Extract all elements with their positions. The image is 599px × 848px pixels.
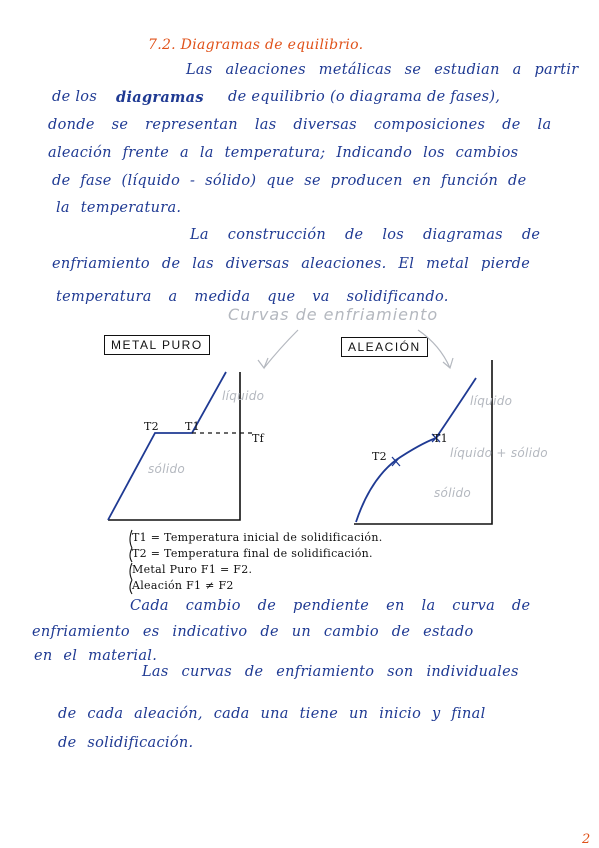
p1-line-2b: de equilibrio (o diagrama de fases), xyxy=(228,89,501,105)
right-region-mix: líquido + sólido xyxy=(450,446,548,460)
aleacion-box: ALEACIÓN xyxy=(341,337,428,357)
pencil-heading: Curvas de enfriamiento xyxy=(228,305,439,324)
left-label-t2: T2 xyxy=(144,420,159,433)
legend-aleacion: Aleación F1 ≠ F2 xyxy=(132,579,234,592)
p1-line-6: la temperatura. xyxy=(56,200,182,216)
p1-line-2-emphasis: diagramas xyxy=(116,89,204,106)
p4-line-1: Las curvas de enfriamiento son individuales xyxy=(142,664,519,680)
p1-line-3: donde se representan las diversas composiciones de la xyxy=(48,117,552,133)
page-number: 2 xyxy=(582,832,591,847)
legend-bracket-2 xyxy=(130,563,132,594)
right-region-liquid: líquido xyxy=(470,394,513,408)
p2-line-2: enfriamiento de las diversas aleaciones. El metal pierde xyxy=(52,256,531,272)
p3-line-2: enfriamiento es indicativo de un cambio de estado xyxy=(32,624,474,640)
right-label-t2: T2 xyxy=(372,450,387,463)
right-label-t1: T1 xyxy=(433,432,448,445)
left-label-t1: T1 xyxy=(185,420,200,433)
legend-t2: T2 = Temperatura final de solidificación. xyxy=(132,547,373,560)
section-title: 7.2. Diagramas de equilibrio. xyxy=(148,37,364,53)
p4-line-2: de cada aleación, cada una tiene un inicio y final xyxy=(58,706,486,722)
legend-metal-puro: Metal Puro F1 = F2. xyxy=(132,563,253,576)
p2-line-1: La construcción de los diagramas de xyxy=(190,227,541,243)
p3-line-1: Cada cambio de pendiente en la curva de xyxy=(130,598,531,614)
left-region-liquid: líquido xyxy=(222,389,265,403)
legend-t1: T1 = Temperatura inicial de solidificación. xyxy=(132,531,383,544)
p2-line-3: temperatura a medida que va solidificando. xyxy=(56,289,449,305)
p3-line-3: en el material. xyxy=(34,648,158,664)
p4-line-3: de solidificación. xyxy=(58,735,194,751)
left-region-solid: sólido xyxy=(148,462,186,476)
p1-line-2a: de los xyxy=(52,89,98,105)
left-label-tf: Tf xyxy=(252,432,265,445)
p1-line-1: Las aleaciones metálicas se estudian a partir xyxy=(186,62,579,78)
p1-line-4: aleación frente a la temperatura; Indicando los cambios xyxy=(48,145,519,161)
legend-bracket-1 xyxy=(130,530,132,562)
p1-line-5: de fase (líquido - sólido) que se producen en función de xyxy=(52,173,527,189)
right-region-solid: sólido xyxy=(434,486,472,500)
metal-puro-box: METAL PURO xyxy=(104,335,210,355)
